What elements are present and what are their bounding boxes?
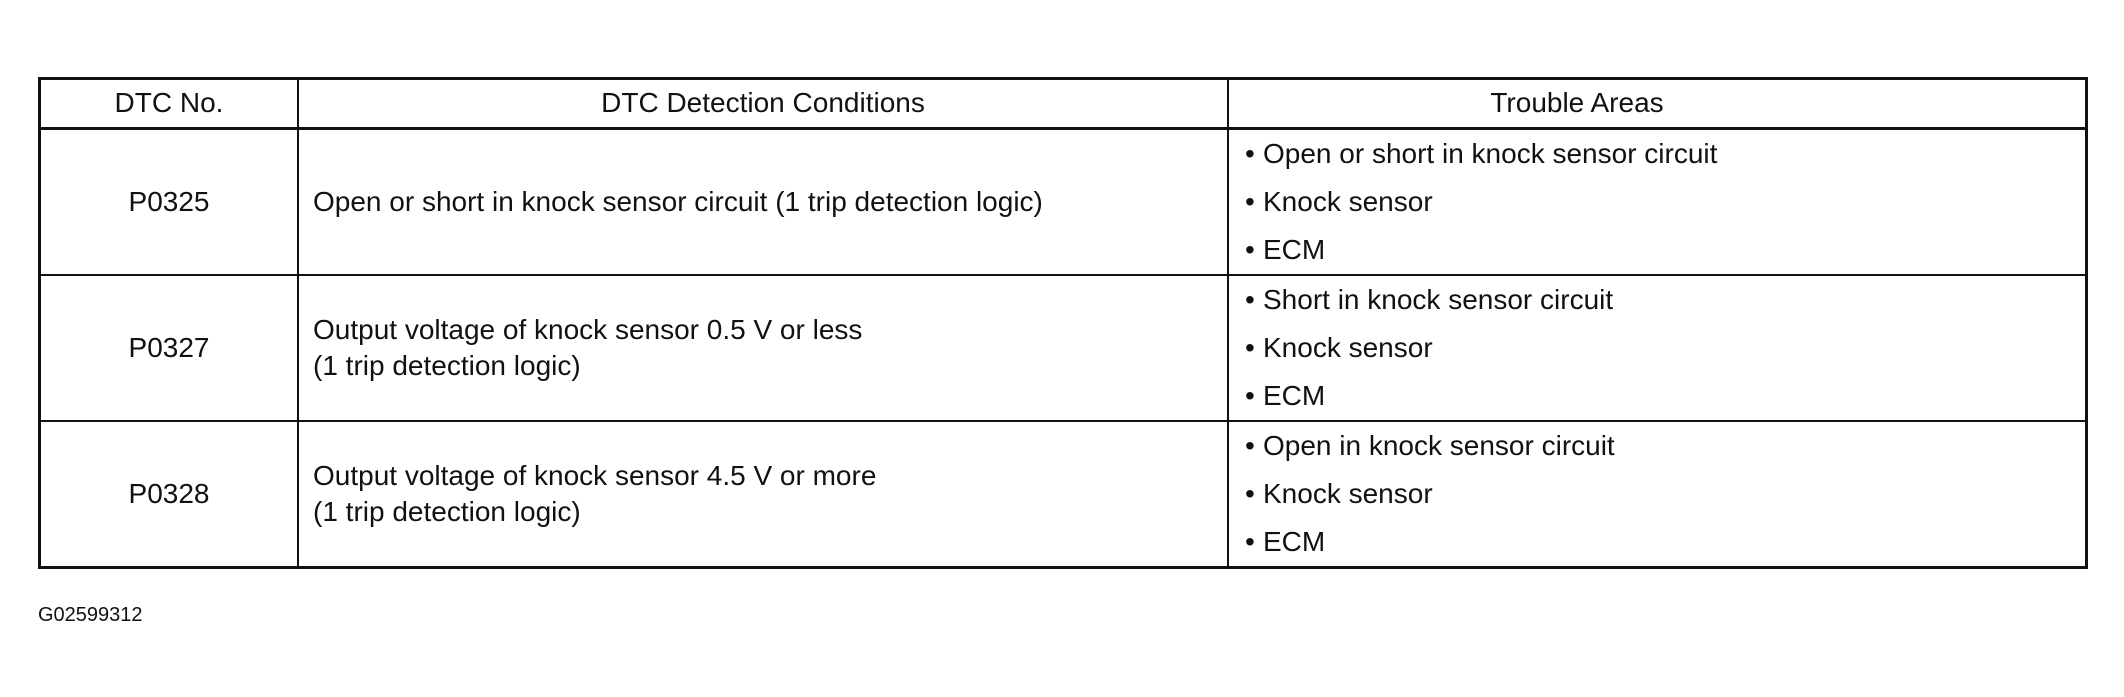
condition-line: Output voltage of knock sensor 4.5 V or more bbox=[313, 459, 877, 491]
list-item bbox=[1245, 178, 2071, 226]
trouble-area-text: Short in knock sensor circuit bbox=[1263, 284, 1614, 315]
bullet-icon: • bbox=[1245, 284, 1255, 315]
detection-condition bbox=[298, 275, 1228, 421]
trouble-area-list bbox=[1245, 130, 2071, 274]
detection-condition bbox=[298, 421, 1228, 568]
trouble-area-text: Knock sensor bbox=[1263, 186, 1433, 217]
trouble-areas bbox=[1228, 275, 2087, 421]
table-header bbox=[40, 79, 2087, 129]
trouble-area-text: ECM bbox=[1263, 380, 1326, 411]
table-body bbox=[40, 129, 2087, 568]
bullet-icon: • bbox=[1245, 478, 1255, 509]
bullet-icon: • bbox=[1245, 526, 1255, 557]
condition-line: Open or short in knock sensor circuit (1 trip detection logic) bbox=[313, 185, 1043, 217]
list-item bbox=[1245, 422, 2071, 470]
trouble-area-text: Open in knock sensor circuit bbox=[1263, 430, 1615, 461]
condition-line: Output voltage of knock sensor 0.5 V or less bbox=[313, 313, 863, 345]
figure-id: G02599312 bbox=[38, 604, 143, 626]
detection-condition bbox=[298, 129, 1228, 276]
list-item bbox=[1245, 470, 2071, 518]
table-row bbox=[40, 275, 2087, 421]
list-item bbox=[1245, 226, 2071, 274]
list-item bbox=[1245, 324, 2071, 372]
trouble-area-list bbox=[1245, 276, 2071, 420]
trouble-area-text: ECM bbox=[1263, 234, 1326, 265]
trouble-area-text: Knock sensor bbox=[1263, 478, 1433, 509]
table-row bbox=[40, 421, 2087, 568]
bullet-icon: • bbox=[1245, 234, 1255, 265]
trouble-area-text: Open or short in knock sensor circuit bbox=[1263, 138, 1718, 169]
condition-line: (1 trip detection logic) bbox=[313, 496, 581, 527]
dtc-table bbox=[38, 77, 2088, 569]
trouble-areas bbox=[1228, 129, 2087, 276]
header-detection-conditions: DTC Detection Conditions bbox=[298, 79, 1228, 129]
list-item bbox=[1245, 130, 2071, 178]
bullet-icon: • bbox=[1245, 380, 1255, 411]
bullet-icon: • bbox=[1245, 138, 1255, 169]
list-item bbox=[1245, 372, 2071, 420]
trouble-area-list bbox=[1245, 422, 2071, 566]
dtc-number: P0327 bbox=[40, 275, 299, 421]
header-row bbox=[40, 79, 2087, 129]
condition-line: (1 trip detection logic) bbox=[313, 350, 581, 381]
trouble-area-text: Knock sensor bbox=[1263, 332, 1433, 363]
header-dtc-no: DTC No. bbox=[40, 79, 299, 129]
bullet-icon: • bbox=[1245, 332, 1255, 363]
trouble-areas bbox=[1228, 421, 2087, 568]
bullet-icon: • bbox=[1245, 430, 1255, 461]
header-trouble-areas: Trouble Areas bbox=[1228, 79, 2087, 129]
dtc-number: P0328 bbox=[40, 421, 299, 568]
dtc-number: P0325 bbox=[40, 129, 299, 276]
list-item bbox=[1245, 276, 2071, 324]
bullet-icon: • bbox=[1245, 186, 1255, 217]
table-row bbox=[40, 129, 2087, 276]
trouble-area-text: ECM bbox=[1263, 526, 1326, 557]
list-item bbox=[1245, 518, 2071, 566]
